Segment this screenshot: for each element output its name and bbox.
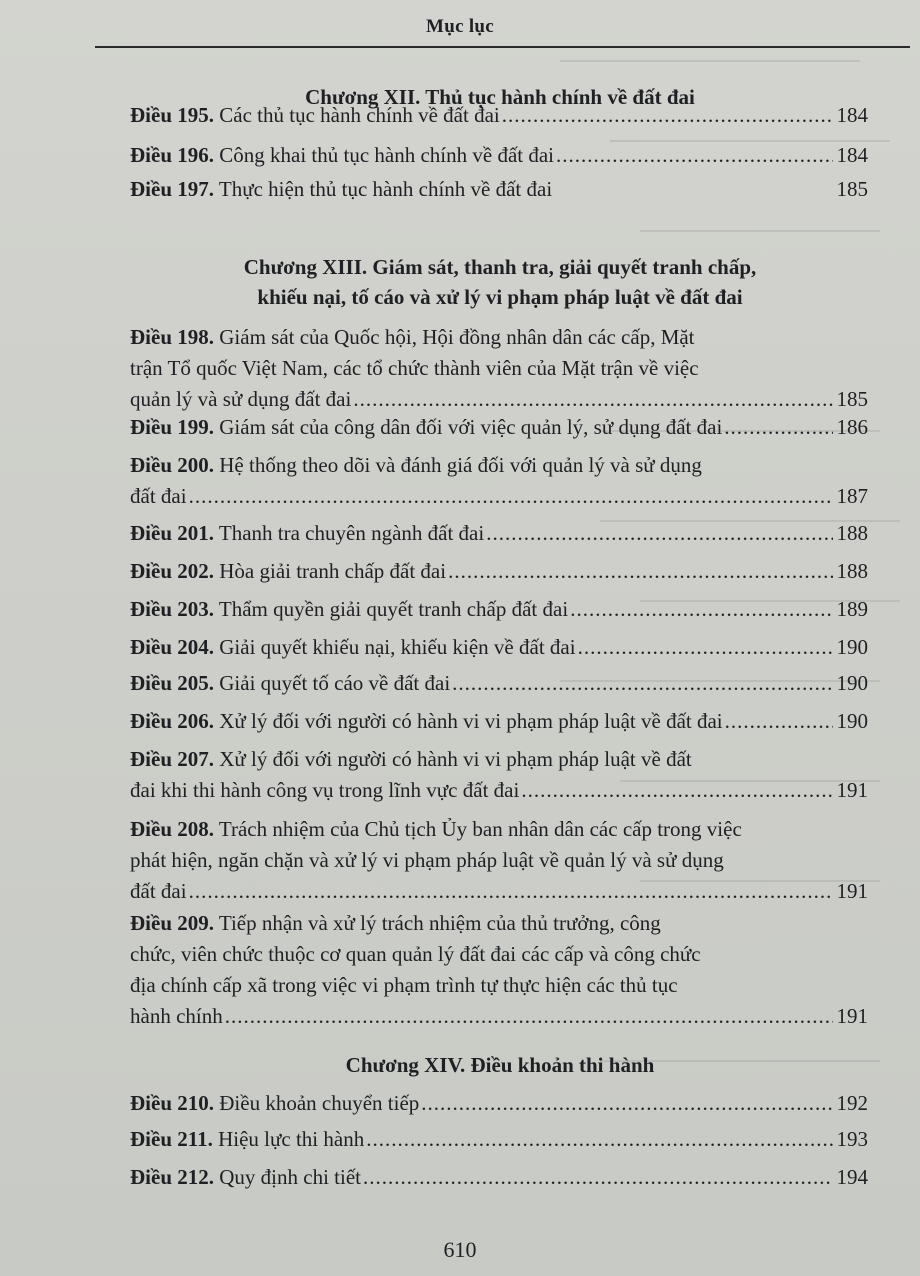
leader-dots xyxy=(502,100,833,131)
toc-entry xyxy=(130,668,868,699)
page-ref: 191 xyxy=(836,879,868,903)
page-ref: 190 xyxy=(836,709,868,733)
article-title-line: hành chính xyxy=(130,1004,223,1028)
article-title: Thanh tra chuyên ngành đất đai xyxy=(218,521,485,545)
chapter-title-line-1: Chương XIII. Giám sát, thanh tra, giải quyết tranh chấp, xyxy=(243,255,757,279)
toc-entry xyxy=(130,450,868,512)
article-number: Điều 208. xyxy=(130,817,214,841)
article-title: Quy định chi tiết xyxy=(219,1165,361,1189)
leader-dots xyxy=(363,1162,833,1193)
toc-entry xyxy=(130,322,868,415)
article-title: Công khai thủ tục hành chính về đất đai xyxy=(219,143,555,167)
toc-entry xyxy=(130,632,868,663)
article-title: Thực hiện thủ tục hành chính về đất đai xyxy=(218,177,553,201)
page-ref: 185 xyxy=(836,387,868,411)
leader-dots xyxy=(448,556,832,587)
chapter-title: Chương XIV. Điều khoản thi hành xyxy=(345,1053,655,1077)
toc-entry xyxy=(130,814,868,907)
article-title: Giải quyết khiếu nại, khiếu kiện về đất đai xyxy=(219,635,576,659)
toc-entry xyxy=(130,1162,868,1193)
article-title: Giải quyết tố cáo về đất đai xyxy=(219,671,451,695)
page-ref: 190 xyxy=(836,671,868,695)
article-number: Điều 206. xyxy=(130,709,214,733)
article-title-line: trận Tổ quốc Việt Nam, các tổ chức thành viên của Mặt trận về việc xyxy=(130,356,699,380)
toc-entry xyxy=(130,412,868,443)
page-number: 610 xyxy=(443,1237,477,1262)
leader-dots xyxy=(570,594,832,625)
leader-dots xyxy=(421,1088,832,1119)
leader-dots xyxy=(366,1124,832,1155)
article-number: Điều 204. xyxy=(130,635,214,659)
page-ref: 186 xyxy=(836,415,868,439)
leader-dots xyxy=(189,876,833,907)
toc-entry xyxy=(130,744,868,806)
page-ref: 190 xyxy=(836,635,868,659)
leader-dots xyxy=(353,384,832,415)
article-title: Thẩm quyền giải quyết tranh chấp đất đai xyxy=(218,597,569,621)
article-title-line: địa chính cấp xã trong việc vi phạm trình tự thực hiện các thủ tục xyxy=(130,973,678,997)
page-ref: 188 xyxy=(836,559,868,583)
article-title-line: phát hiện, ngăn chặn và xử lý vi phạm pháp luật về quản lý và sử dụng xyxy=(130,848,724,872)
page-ref: 187 xyxy=(836,484,868,508)
page-ref: 184 xyxy=(836,143,868,167)
leader-dots xyxy=(521,775,832,806)
running-header-title: Mục lục xyxy=(425,16,495,37)
article-title-line: quản lý và sử dụng đất đai xyxy=(130,387,352,411)
article-title-line: đất đai xyxy=(130,484,187,508)
page-ref: 185 xyxy=(836,177,868,201)
article-number: Điều 200. xyxy=(130,453,214,477)
page-ref: 189 xyxy=(836,597,868,621)
article-number: Điều 196. xyxy=(130,143,214,167)
toc-entry xyxy=(130,594,868,625)
article-number: Điều 202. xyxy=(130,559,214,583)
leader-dots xyxy=(452,668,832,699)
header-rule xyxy=(95,46,910,48)
article-number: Điều 207. xyxy=(130,747,214,771)
article-title-line: Tiếp nhận và xử lý trách nhiệm của thủ trưởng, công xyxy=(218,911,661,935)
leader-dots xyxy=(724,412,832,443)
page-ref: 184 xyxy=(836,103,868,127)
article-title-line: đất đai xyxy=(130,879,187,903)
toc-entry xyxy=(130,1124,868,1155)
toc-entry xyxy=(130,100,868,131)
article-title-line: Giám sát của Quốc hội, Hội đồng nhân dân các cấp, Mặt xyxy=(219,325,695,349)
article-title: Các thủ tục hành chính về đất đai xyxy=(219,103,500,127)
toc-entry xyxy=(130,908,868,1032)
page-ref: 192 xyxy=(836,1091,868,1115)
page-ref: 188 xyxy=(836,521,868,545)
leader-dots xyxy=(225,1001,833,1032)
page-ref: 191 xyxy=(836,1004,868,1028)
article-number: Điều 195. xyxy=(130,103,214,127)
article-title-line: Xử lý đối với người có hành vi vi phạm pháp luật về đất xyxy=(219,747,692,771)
page-ref: 191 xyxy=(836,778,868,802)
article-title-line: đai khi thi hành công vụ trong lĩnh vực đất đai xyxy=(130,778,520,802)
page-ref: 194 xyxy=(836,1165,868,1189)
article-title: Giám sát của công dân đối với việc quản lý, sử dụng đất đai xyxy=(219,415,723,439)
chapter-title: Chương XII. Thủ tục hành chính về đất đai xyxy=(305,85,695,109)
article-number: Điều 198. xyxy=(130,325,214,349)
leader-dots xyxy=(556,140,832,171)
article-number: Điều 205. xyxy=(130,671,214,695)
page-ref: 193 xyxy=(836,1127,868,1151)
toc-entry xyxy=(130,556,868,587)
article-number: Điều 203. xyxy=(130,597,214,621)
chapter-heading xyxy=(130,252,870,312)
leader-dots xyxy=(578,632,833,663)
article-number: Điều 209. xyxy=(130,911,214,935)
article-number: Điều 211. xyxy=(130,1127,213,1151)
article-title: Hiệu lực thi hành xyxy=(218,1127,365,1151)
article-number: Điều 212. xyxy=(130,1165,214,1189)
chapter-heading xyxy=(130,1050,870,1080)
leader-dots xyxy=(486,518,832,549)
article-title-line: chức, viên chức thuộc cơ quan quản lý đất đai các cấp và công chức xyxy=(130,942,701,966)
article-title: Xử lý đối với người có hành vi vi phạm pháp luật về đất đai xyxy=(219,709,723,733)
article-number: Điều 210. xyxy=(130,1091,214,1115)
toc-entry xyxy=(130,174,868,205)
article-title-line: Trách nhiệm của Chủ tịch Ủy ban nhân dân các cấp trong việc xyxy=(218,817,742,841)
leader-dots xyxy=(189,481,833,512)
article-number: Điều 201. xyxy=(130,521,214,545)
toc-entry xyxy=(130,140,868,171)
toc-entry xyxy=(130,706,868,737)
article-title: Điều khoản chuyển tiếp xyxy=(219,1091,420,1115)
chapter-title-line-2: khiếu nại, tố cáo và xử lý vi phạm pháp luật về đất đai xyxy=(257,285,743,309)
toc-entry xyxy=(130,1088,868,1119)
article-title-line: Hệ thống theo dõi và đánh giá đối với quản lý và sử dụng xyxy=(219,453,702,477)
toc-entry xyxy=(130,518,868,549)
article-title: Hòa giải tranh chấp đất đai xyxy=(219,559,447,583)
article-number: Điều 199. xyxy=(130,415,214,439)
article-number: Điều 197. xyxy=(130,177,214,201)
leader-dots xyxy=(725,706,833,737)
